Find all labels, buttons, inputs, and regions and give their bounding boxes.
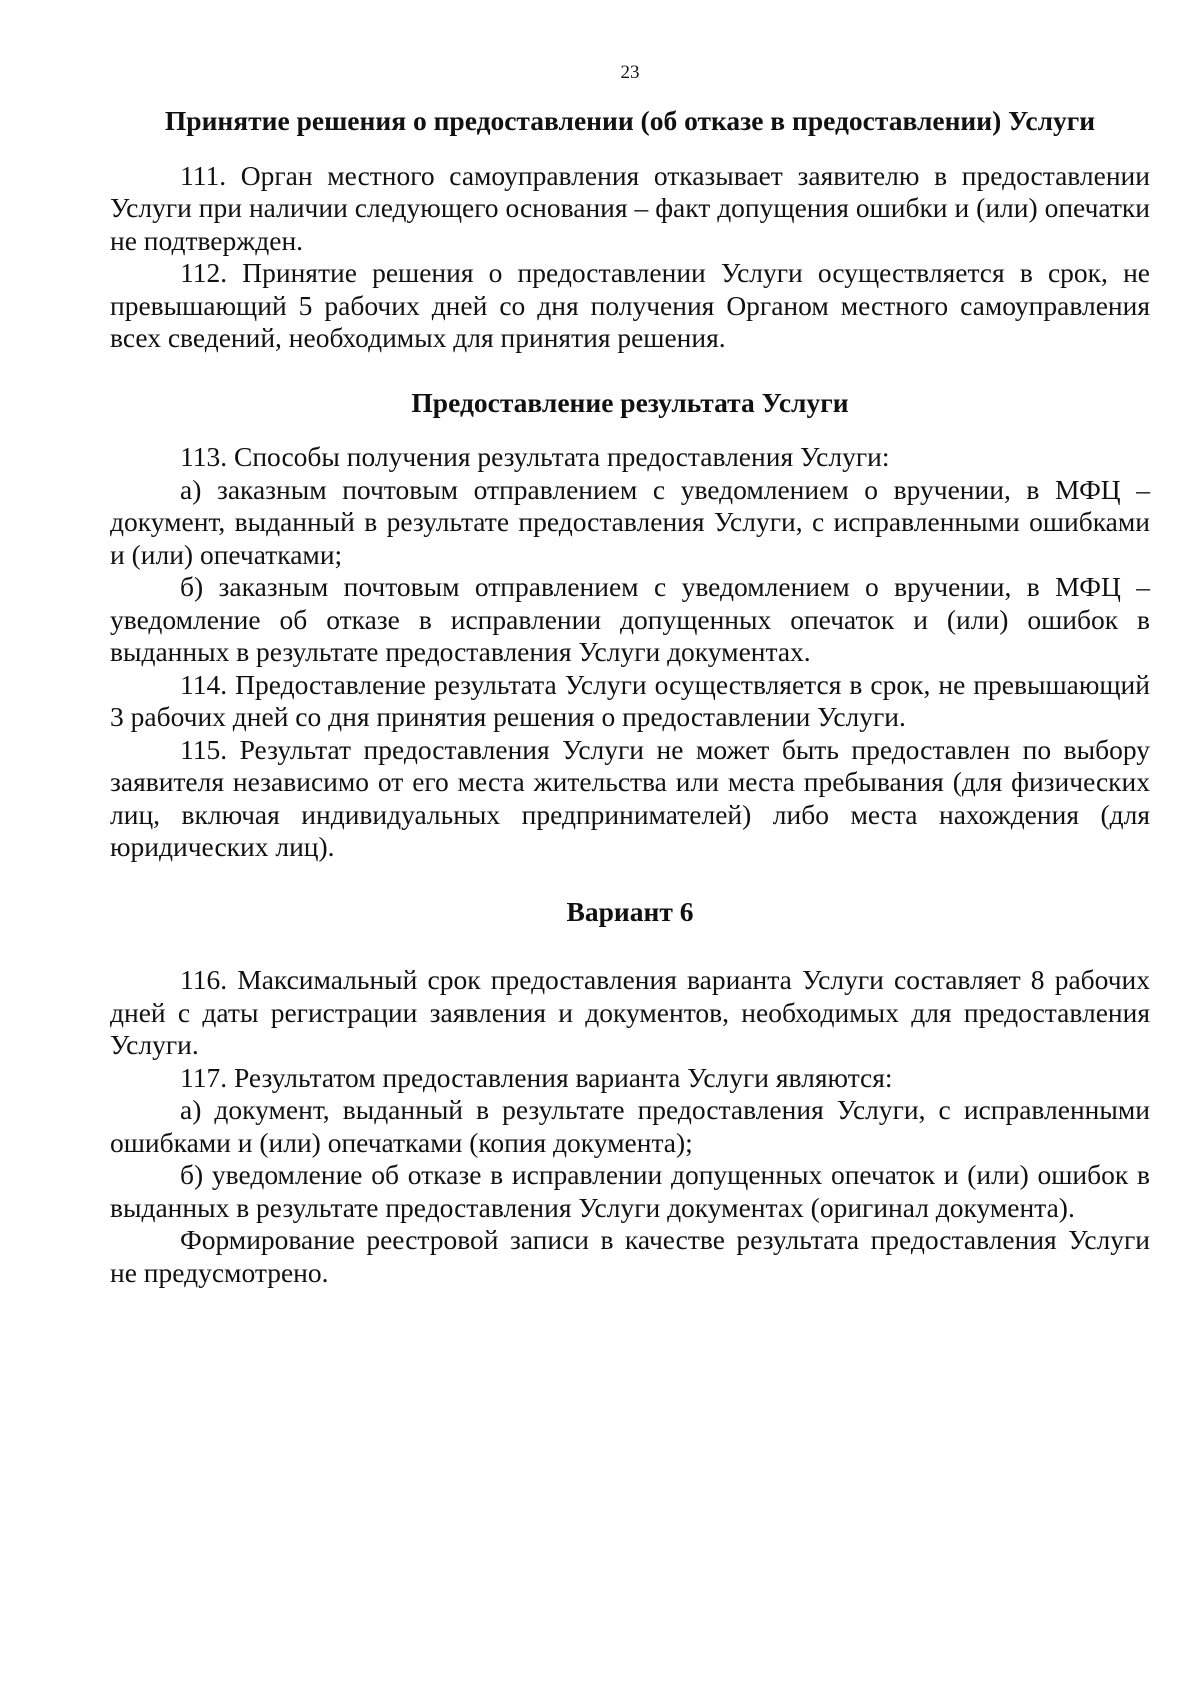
paragraph-112: 112. Принятие решения о предоставлении Услуги осуществляется в срок, не превышающий 5 рабочих дней со дня получения Органом местного самоуправления всех сведений, необходимых для принятия решения. [110, 257, 1150, 353]
paragraph-113-a: а) заказным почтовым отправлением с уведомлением о вручении, в МФЦ – документ, выданный в результате предоставления Услуги, с исправленными ошибками и (или) опечатками; [110, 473, 1150, 570]
paragraph-114: 114. Предоставление результата Услуги осуществляется в срок, не превышающий 3 рабочих дней со дня принятия решения о предоставлении Услуги. [110, 668, 1150, 732]
paragraph-113-b: б) заказным почтовым отправлением с уведомлением о вручении, в МФЦ – уведомление об отказе в исправлении допущенных опечаток и (или) ошибок в выданных в результате предоставления Услуги документах. [110, 571, 1150, 667]
section-heading-result: Предоставление результата Услуги [411, 386, 849, 418]
section-heading-variant-6: Вариант 6 [566, 895, 694, 927]
paragraph-117-a: а) документ, выданный в результате предоставления Услуги, с исправленными ошибками и (или) опечатками (копия документа); [110, 1094, 1150, 1158]
section-heading-decision: Принятие решения о предоставлении (об отказе в предоставлении) Услуги [164, 105, 1096, 136]
paragraph-111: 111. Орган местного самоуправления отказывает заявителю в предоставлении Услуги при наличии следующего основания – факт допущения ошибки и (или) опечатки не подтвержден. [110, 159, 1150, 256]
page-number: 23 [620, 62, 640, 83]
paragraph-115: 115. Результат предоставления Услуги не может быть предоставлен по выбору заявителя независимо от его места жительства или места пребывания (для физических лиц, включая индивидуальных предпринимателей) либо места нахождения (для юридических лиц). [110, 733, 1150, 862]
paragraph-117: 117. Результатом предоставления варианта Услуги являются: [180, 1061, 893, 1093]
document-body [110, 105, 1150, 1289]
paragraph-113: 113. Способы получения результата предоставления Услуги: [180, 441, 890, 472]
paragraph-registry-note: Формирование реестровой записи в качестве результата предоставления Услуги не предусмотрено. [110, 1224, 1150, 1288]
paragraph-116: 116. Максимальный срок предоставления варианта Услуги составляет 8 рабочих дней с даты регистрации заявления и документов, необходимых для предоставления Услуги. [110, 964, 1150, 1060]
paragraph-117-b: б) уведомление об отказе в исправлении допущенных опечаток и (или) ошибок в выданных в результате предоставления Услуги документах (оригинал документа). [110, 1159, 1150, 1223]
